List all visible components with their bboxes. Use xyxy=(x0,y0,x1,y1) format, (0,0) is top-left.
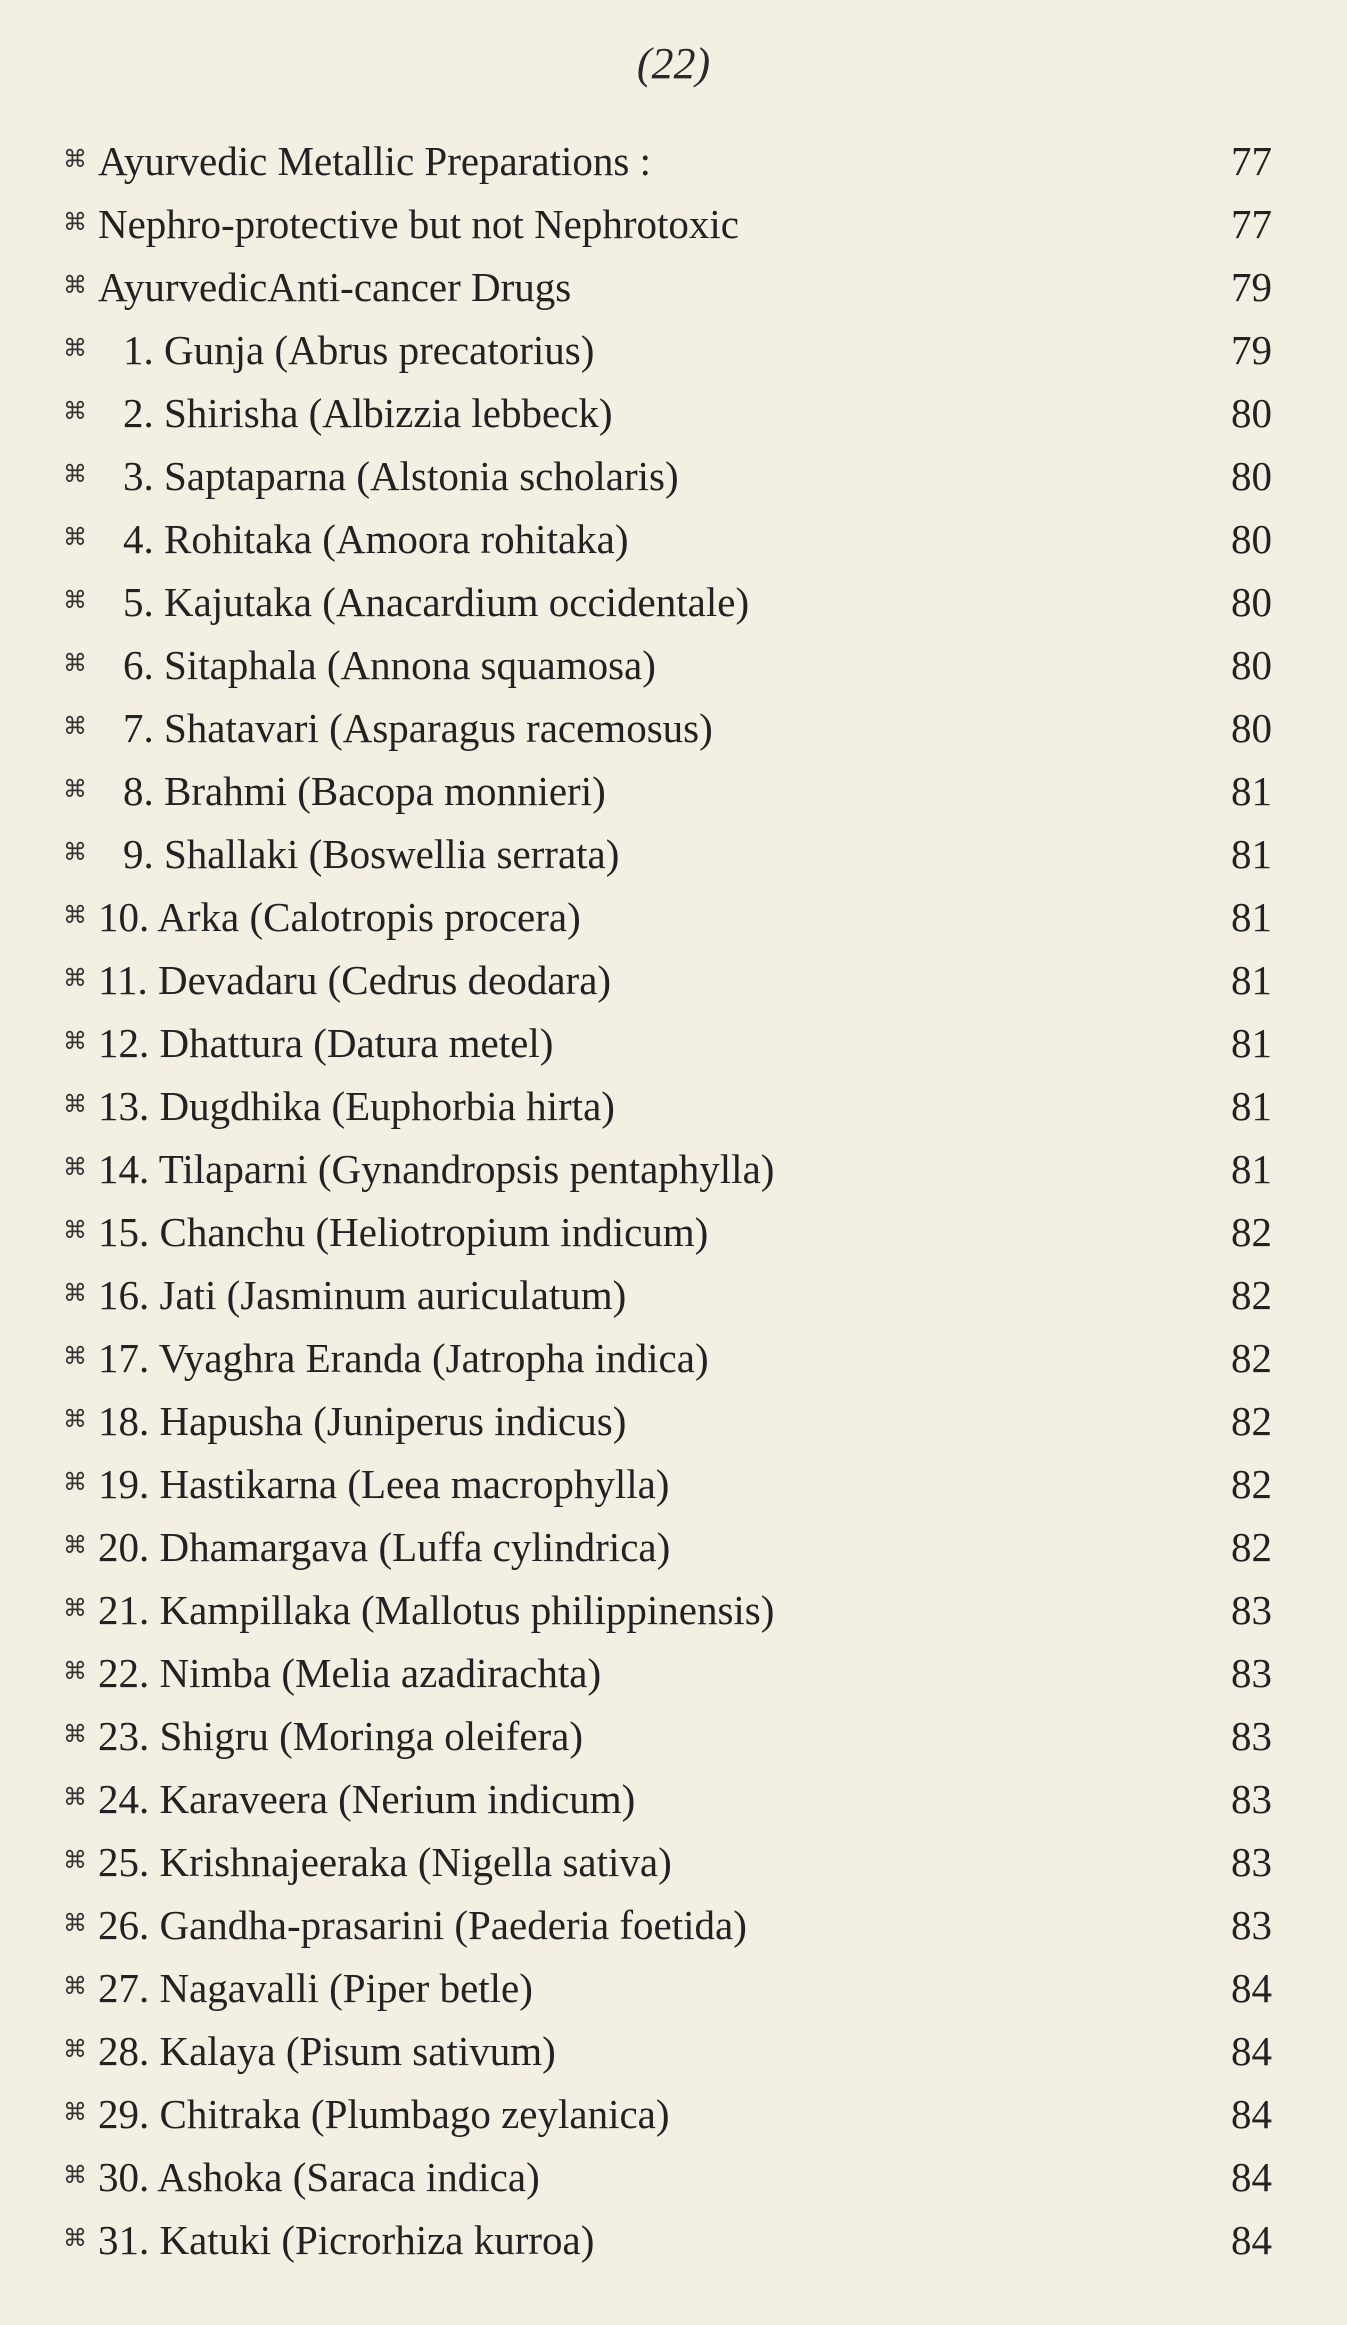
toc-entry-title: 7. Shatavari (Asparagus racemosus) xyxy=(123,705,713,751)
toc-entry-page-number: 80 xyxy=(1231,579,1272,625)
toc-entry-page-number: 80 xyxy=(1231,642,1272,688)
bullet-icon: ⌘ xyxy=(63,1470,87,1496)
toc-entry-title: 28. Kalaya (Pisum sativum) xyxy=(98,2028,556,2074)
toc-entry-title: 1. Gunja (Abrus precatorius) xyxy=(123,327,595,373)
bullet-icon: ⌘ xyxy=(63,1344,87,1370)
toc-entry-page-number: 80 xyxy=(1231,453,1272,499)
toc-entry xyxy=(0,1579,1347,1642)
toc-entry xyxy=(0,1075,1347,1138)
toc-entry-title: 18. Hapusha (Juniperus indicus) xyxy=(98,1398,627,1444)
toc-entry xyxy=(0,1642,1347,1705)
toc-entry-page-number: 80 xyxy=(1231,390,1272,436)
bullet-icon: ⌘ xyxy=(63,840,87,866)
toc-entry-title: Ayurvedic Metallic Preparations : xyxy=(98,138,651,184)
toc-entry xyxy=(0,1012,1347,1075)
toc-entry-page-number: 79 xyxy=(1231,264,1272,310)
bullet-icon: ⌘ xyxy=(63,336,87,362)
toc-entry-page-number: 83 xyxy=(1231,1839,1272,1885)
toc-entry xyxy=(0,1327,1347,1390)
toc-entry-page-number: 81 xyxy=(1231,894,1272,940)
bullet-icon: ⌘ xyxy=(63,2163,87,2189)
toc-entry-title: 5. Kajutaka (Anacardium occidentale) xyxy=(123,579,750,625)
bullet-icon: ⌘ xyxy=(63,1533,87,1559)
toc-entry-title: 22. Nimba (Melia azadirachta) xyxy=(98,1650,602,1696)
toc-entry xyxy=(0,697,1347,760)
toc-entry xyxy=(0,1957,1347,2020)
bullet-icon: ⌘ xyxy=(63,1911,87,1937)
toc-entry-title: 6. Sitaphala (Annona squamosa) xyxy=(123,642,656,688)
toc-entry-page-number: 82 xyxy=(1231,1461,1272,1507)
toc-entry xyxy=(0,256,1347,319)
toc-entry xyxy=(0,193,1347,256)
bullet-icon: ⌘ xyxy=(63,399,87,425)
bullet-icon: ⌘ xyxy=(63,588,87,614)
toc-entry xyxy=(0,1768,1347,1831)
toc-entry xyxy=(0,319,1347,382)
toc-entry xyxy=(0,634,1347,697)
bullet-icon: ⌘ xyxy=(63,2226,87,2252)
toc-entry-title: 25. Krishnajeeraka (Nigella sativa) xyxy=(98,1839,672,1885)
toc-entry xyxy=(0,1264,1347,1327)
toc-entry xyxy=(0,1201,1347,1264)
toc-entry-title: 8. Brahmi (Bacopa monnieri) xyxy=(123,768,606,814)
toc-entry-page-number: 82 xyxy=(1231,1524,1272,1570)
toc-entry-title: 30. Ashoka (Saraca indica) xyxy=(98,2154,540,2200)
toc-entry-page-number: 83 xyxy=(1231,1902,1272,1948)
toc-entry-title: 16. Jati (Jasminum auriculatum) xyxy=(98,1272,627,1318)
bullet-icon: ⌘ xyxy=(63,651,87,677)
toc-entry xyxy=(0,2083,1347,2146)
bullet-icon: ⌘ xyxy=(63,1155,87,1181)
toc-entry xyxy=(0,823,1347,886)
table-of-contents xyxy=(0,130,1347,2272)
bullet-icon: ⌘ xyxy=(63,1722,87,1748)
bullet-icon: ⌘ xyxy=(63,1974,87,2000)
toc-entry-title: 29. Chitraka (Plumbago zeylanica) xyxy=(98,2091,670,2137)
bullet-icon: ⌘ xyxy=(63,1029,87,1055)
toc-entry-title: 12. Dhattura (Datura metel) xyxy=(98,1020,554,1066)
toc-entry-title: 9. Shallaki (Boswellia serrata) xyxy=(123,831,620,877)
toc-entry-title: 14. Tilaparni (Gynandropsis pentaphylla) xyxy=(98,1146,775,1192)
page-number: (22) xyxy=(636,39,711,88)
toc-entry-page-number: 82 xyxy=(1231,1335,1272,1381)
toc-entry xyxy=(0,382,1347,445)
bullet-icon: ⌘ xyxy=(63,2037,87,2063)
toc-entry-page-number: 81 xyxy=(1231,1146,1272,1192)
toc-entry-page-number: 82 xyxy=(1231,1272,1272,1318)
toc-entry xyxy=(0,1390,1347,1453)
toc-entry-title: 19. Hastikarna (Leea macrophylla) xyxy=(98,1461,670,1507)
toc-entry-page-number: 77 xyxy=(1231,138,1272,184)
bullet-icon: ⌘ xyxy=(63,525,87,551)
toc-entry-title: 20. Dhamargava (Luffa cylindrica) xyxy=(98,1524,671,1570)
toc-entry-page-number: 84 xyxy=(1231,2217,1272,2263)
toc-entry-page-number: 77 xyxy=(1231,201,1272,247)
toc-entry-title: 13. Dugdhika (Euphorbia hirta) xyxy=(98,1083,615,1129)
bullet-icon: ⌘ xyxy=(63,1407,87,1433)
toc-entry-page-number: 84 xyxy=(1231,1965,1272,2011)
bullet-icon: ⌘ xyxy=(63,714,87,740)
toc-entry xyxy=(0,2020,1347,2083)
toc-entry xyxy=(0,1894,1347,1957)
bullet-icon: ⌘ xyxy=(63,273,87,299)
toc-entry xyxy=(0,886,1347,949)
bullet-icon: ⌘ xyxy=(63,2100,87,2126)
toc-entry-page-number: 83 xyxy=(1231,1713,1272,1759)
toc-entry xyxy=(0,445,1347,508)
toc-entry xyxy=(0,1705,1347,1768)
bullet-icon: ⌘ xyxy=(63,1659,87,1685)
toc-entry-page-number: 82 xyxy=(1231,1209,1272,1255)
bullet-icon: ⌘ xyxy=(63,1092,87,1118)
bullet-icon: ⌘ xyxy=(63,1848,87,1874)
toc-entry-title: 26. Gandha-prasarini (Paederia foetida) xyxy=(98,1902,747,1948)
toc-entry-page-number: 81 xyxy=(1231,1083,1272,1129)
toc-entry-page-number: 81 xyxy=(1231,768,1272,814)
toc-entry-title: 21. Kampillaka (Mallotus philippinensis) xyxy=(98,1587,775,1633)
toc-entry-title: 15. Chanchu (Heliotropium indicum) xyxy=(98,1209,709,1255)
bullet-icon: ⌘ xyxy=(63,1218,87,1244)
toc-entry-page-number: 83 xyxy=(1231,1587,1272,1633)
toc-entry-page-number: 80 xyxy=(1231,705,1272,751)
bullet-icon: ⌘ xyxy=(63,1281,87,1307)
bullet-icon: ⌘ xyxy=(63,1596,87,1622)
toc-entry xyxy=(0,571,1347,634)
bullet-icon: ⌘ xyxy=(63,903,87,929)
toc-entry-page-number: 81 xyxy=(1231,957,1272,1003)
toc-entry-title: 31. Katuki (Picrorhiza kurroa) xyxy=(98,2217,595,2263)
toc-entry-title: 27. Nagavalli (Piper betle) xyxy=(98,1965,533,2011)
toc-entry xyxy=(0,1516,1347,1579)
toc-entry-title: 17. Vyaghra Eranda (Jatropha indica) xyxy=(98,1335,709,1381)
toc-entry-page-number: 80 xyxy=(1231,516,1272,562)
bullet-icon: ⌘ xyxy=(63,147,87,173)
toc-entry-title: 10. Arka (Calotropis procera) xyxy=(98,894,581,940)
toc-entry-page-number: 84 xyxy=(1231,2091,1272,2137)
toc-entry-page-number: 82 xyxy=(1231,1398,1272,1444)
toc-entry-page-number: 79 xyxy=(1231,327,1272,373)
toc-entry-title: Nephro-protective but not Nephrotoxic xyxy=(98,201,740,247)
bullet-icon: ⌘ xyxy=(63,210,87,236)
toc-entry-title: 23. Shigru (Moringa oleifera) xyxy=(98,1713,584,1759)
toc-entry-page-number: 81 xyxy=(1231,1020,1272,1066)
bullet-icon: ⌘ xyxy=(63,462,87,488)
toc-entry-page-number: 83 xyxy=(1231,1776,1272,1822)
toc-entry xyxy=(0,760,1347,823)
toc-entry xyxy=(0,949,1347,1012)
toc-entry-title: AyurvedicAnti-cancer Drugs xyxy=(98,264,572,310)
toc-entry-title: 2. Shirisha (Albizzia lebbeck) xyxy=(123,390,613,436)
toc-entry xyxy=(0,2146,1347,2209)
bullet-icon: ⌘ xyxy=(63,966,87,992)
toc-entry-page-number: 81 xyxy=(1231,831,1272,877)
bullet-icon: ⌘ xyxy=(63,777,87,803)
toc-entry-title: 24. Karaveera (Nerium indicum) xyxy=(98,1776,636,1822)
toc-entry-title: 11. Devadaru (Cedrus deodara) xyxy=(98,957,612,1003)
bullet-icon: ⌘ xyxy=(63,1785,87,1811)
toc-entry xyxy=(0,1138,1347,1201)
toc-entry-title: 3. Saptaparna (Alstonia scholaris) xyxy=(123,453,679,499)
toc-entry-page-number: 84 xyxy=(1231,2154,1272,2200)
toc-entry-page-number: 84 xyxy=(1231,2028,1272,2074)
toc-entry xyxy=(0,1453,1347,1516)
toc-entry xyxy=(0,508,1347,571)
toc-entry xyxy=(0,130,1347,193)
toc-entry-title: 4. Rohitaka (Amoora rohitaka) xyxy=(123,516,629,562)
toc-entry-page-number: 83 xyxy=(1231,1650,1272,1696)
toc-entry xyxy=(0,2209,1347,2272)
toc-entry xyxy=(0,1831,1347,1894)
